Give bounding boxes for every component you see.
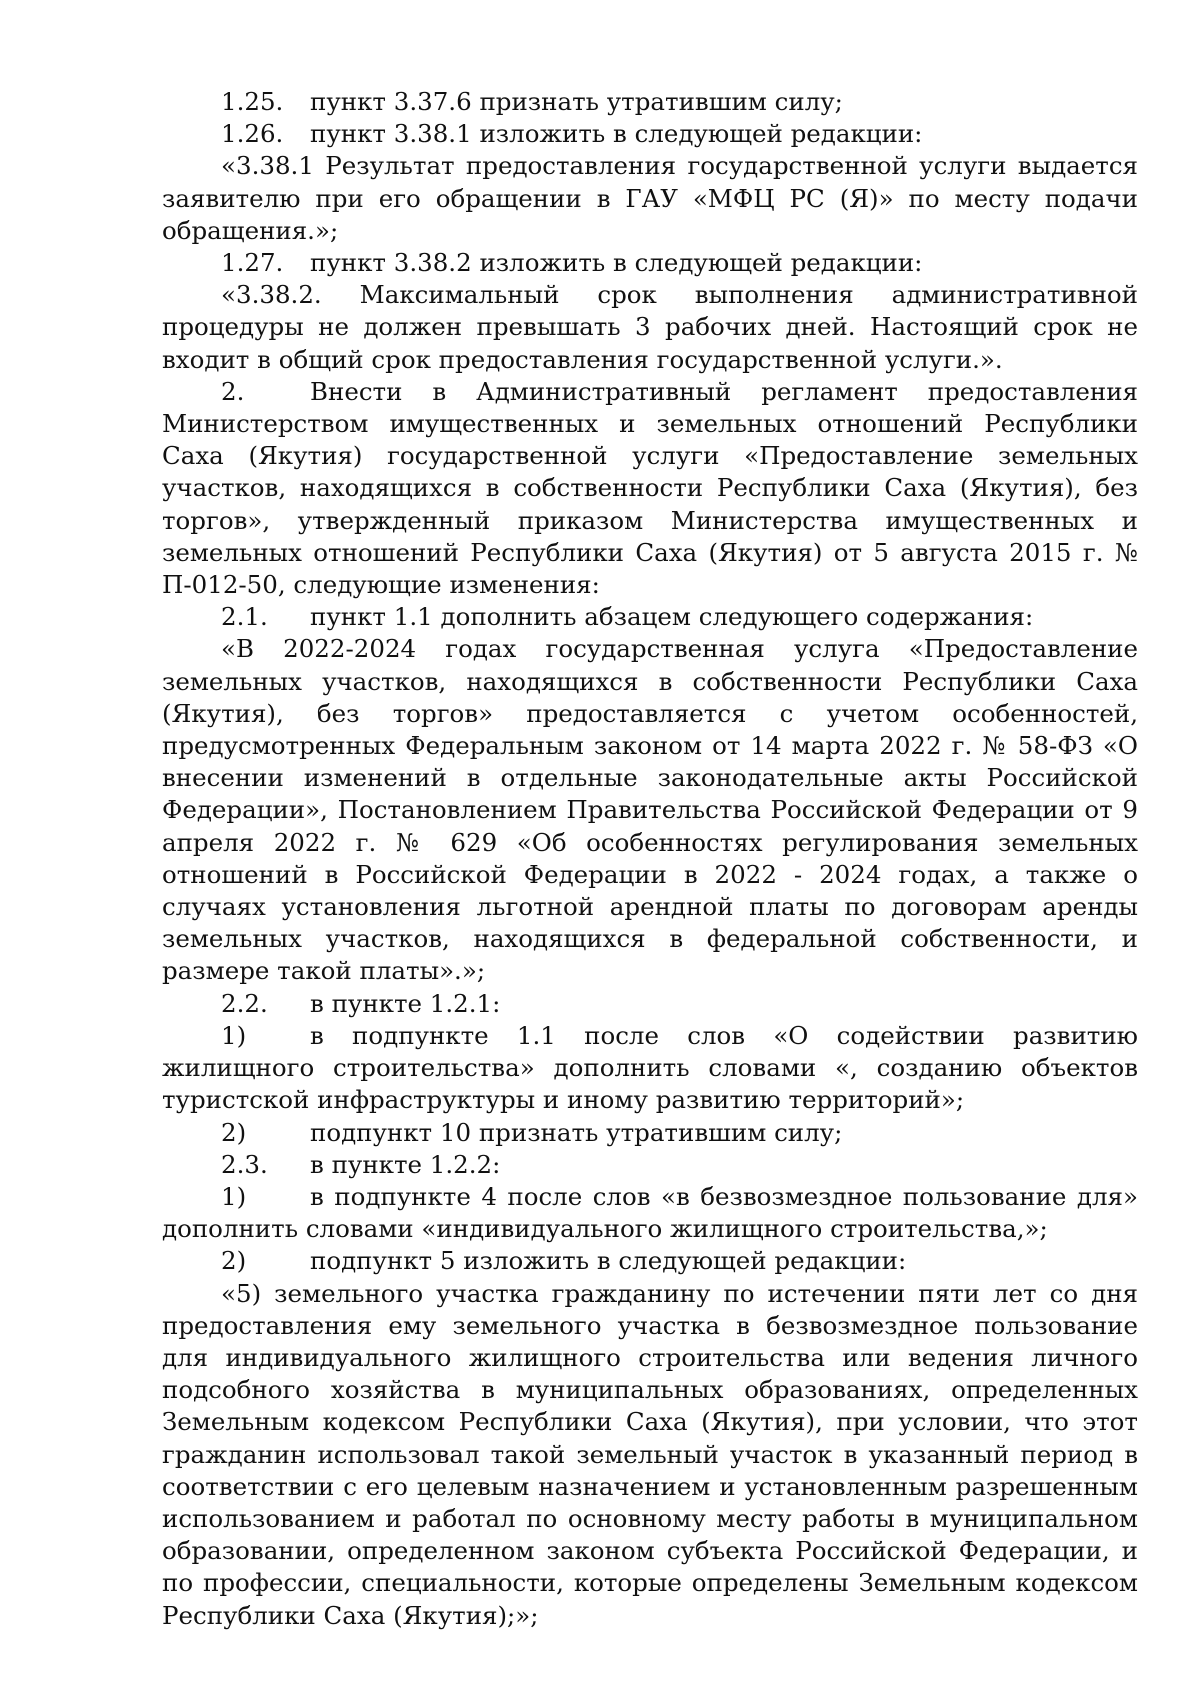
item-number: 2): [221, 1246, 247, 1276]
paragraph-text: подпункт 10 признать утратившим силу;: [310, 1117, 843, 1147]
item-number: 1.25.: [221, 87, 284, 116]
paragraph-text: пункт 3.38.2 изложить в следующей редакции:: [310, 248, 923, 278]
paragraph-1-25: [162, 86, 1138, 118]
paragraph-quote-subitem-5: «5) земельного участка гражданину по истечении пяти лет со дня предоставления ему земельного участка в безвозмездное пользование для индивидуального жилищного строительства или ведения личного подсобного хозяйства в муниципальных образованиях, определенных Земельным кодексом Республики Саха (Якутия), при условии, что этот гражданин использовал такой земельный участок в указанный период в соответствии с его целевым назначением и установленным разрешенным использованием и работал по основному месту работы в муниципальном образовании, определенном законом субъекта Российской Федерации, и по профессии, специальности, которые определены Земельным кодексом Республики Саха (Якутия);»;: [162, 1278, 1138, 1630]
paragraph-text: в пункте 1.2.1:: [310, 988, 501, 1018]
paragraph-text: Внести в Административный регламент предоставления Министерством имущественных и земельных отношений Республики Саха (Якутия) государственной услуги «Предоставление земельных участков, находящихся в собственности Республики Саха (Якутия), без торгов», утвержденный приказом Министерства имущественных и земельных отношений Республики Саха (Якутия) от 5 августа 2015 г. № П-012-50, следующие изменения:: [162, 376, 1138, 600]
paragraph-quote-3-38-1: «3.38.1 Результат предоставления государственной услуги выдается заявителю при его обращении в ГАУ «МФЦ РС (Я)» по месту подачи обращения.»;: [162, 151, 1138, 245]
paragraph-text: пункт 1.1 дополнить абзацем следующего содержания:: [310, 602, 1034, 632]
paragraph-text: подпункт 5 изложить в следующей редакции:: [310, 1246, 907, 1276]
paragraph-quote-2022-2024: «В 2022-2024 годах государственная услуга «Предоставление земельных участков, находящихся в собственности Республики Саха (Якутия), без торгов» предоставляется с учетом особенностей, предусмотренных Федеральным законом от 14 марта 2022 г. № 58-ФЗ «О внесении изменений в отдельные законодательные акты Российской Федерации», Постановлением Правительства Российской Федерации от 9 апреля 2022 г. № 629 «Об особенностях регулирования земельных отношений в Российской Федерации в 2022 - 2024 годах, а также о случаях установления льготной арендной платы по договорам аренды земельных участков, находящихся в федеральной собственности, и размере такой платы».»;: [162, 634, 1138, 986]
paragraph-2-3: [162, 1149, 1138, 1181]
paragraph-2-2-2: [162, 1117, 1138, 1149]
paragraph-2-3-1: [162, 1181, 1138, 1245]
item-number: 2.3.: [221, 1149, 268, 1179]
item-number: 2.: [221, 376, 245, 406]
paragraph-text: пункт 3.38.1 изложить в следующей редакции:: [310, 119, 923, 149]
paragraph-1-26: [162, 118, 1138, 150]
item-number: 1.26.: [221, 119, 284, 149]
paragraph-text: в пункте 1.2.2:: [310, 1149, 501, 1179]
document-page: [162, 86, 1138, 1632]
paragraph-2-2: [162, 988, 1138, 1020]
paragraph-text: в подпункте 4 после слов «в безвозмездное пользование для» дополнить словами «индивидуального жилищного строительства,»;: [162, 1181, 1138, 1244]
paragraph-2-1: [162, 601, 1138, 633]
paragraph-text: в подпункте 1.1 после слов «О содействии развитию жилищного строительства» дополнить словами «, созданию объектов туристской инфраструктуры и иному развитию территорий»;: [162, 1020, 1138, 1115]
paragraph-2-2-1: [162, 1020, 1138, 1117]
paragraph-1-27: [162, 247, 1138, 279]
paragraph-2-3-2: [162, 1245, 1138, 1277]
paragraph-quote-3-38-2: «3.38.2. Максимальный срок выполнения административной процедуры не должен превышать 3 рабочих дней. Настоящий срок не входит в общий срок предоставления государственной услуги.».: [162, 280, 1138, 374]
paragraph-2: [162, 376, 1138, 601]
item-number: 2.2.: [221, 988, 268, 1018]
item-number: 2): [221, 1117, 247, 1147]
item-number: 1.27.: [221, 248, 284, 278]
item-number: 1): [221, 1020, 247, 1050]
paragraph-text: пункт 3.37.6 признать утратившим силу;: [310, 87, 843, 116]
item-number: 2.1.: [221, 602, 268, 632]
item-number: 1): [221, 1181, 247, 1211]
